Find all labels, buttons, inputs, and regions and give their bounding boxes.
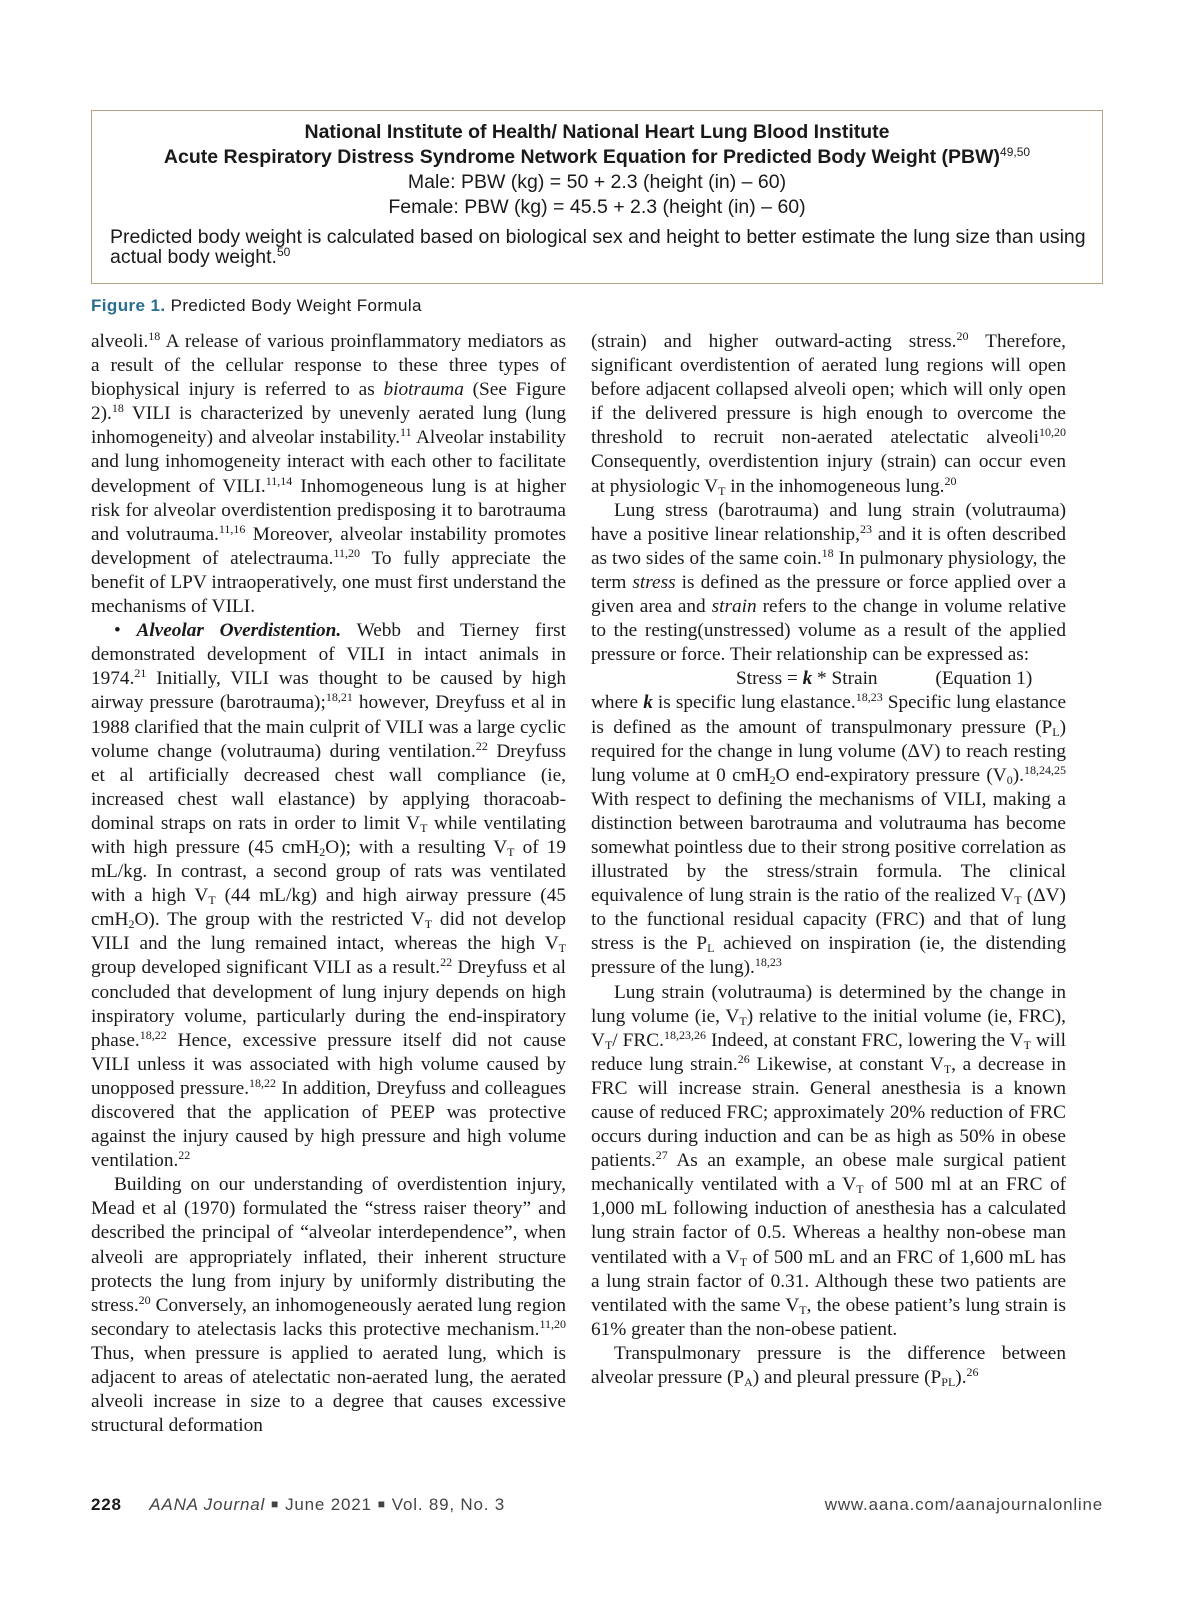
body-paragraph: • Alveolar Overdistention. Webb and Tierney first demonstrated development of VILI in intact animals in 1974.21 Initially, VILI was thought to be caused by high airway pressure (barotrauma);$^{18,21}$ however, Dreyfuss et al in 1988 clarified that the main culprit of VILI was a large cyclic volume change (volutrauma) during ventilation.$^{22}$ Dreyfuss et al artificially decreased chest wall compliance (ie, increased chest wall elastance) by applying thoracoabdominal straps on rats in order to limit $V_T$ while ventilating with high pressure (45 cmH$_2$O); with a resulting $V_T$ of 19 mL/kg. In contrast, a second group of rats was ventilated with a high $V_T$ (44 mL/kg) and high airway pressure (45 cmH$_2$O). The group with the restricted $V_T$ did not develop VILI and the lung remained intact, whereas the high $V_T$ group developed significant VILI as a result.$^{22}$ Dreyfuss et al concluded that development of lung injury depends on high inspiratory volume, particularly during the end-inspiratory phase.$^{18,22}$ Hence, excessive pressure itself did not cause VILI unless it was associated with high volume caused by unopposed pressure.$^{18,22}$ In addition, Dreyfuss and colleagues discovered that the application of PEEP was protective against the injury caused by high pressure and high volume ventilation.$^{22}$ [91,620,567,1172]
body-paragraph: (strain) and higher outward-acting stress.$^{20}$ Therefore, significant overdistention of aerated lung regions will open before adjacent collapsed alveoli open; which will only open if the delivered pressure is high enough to overcome the threshold to recruit non-aerated atelectatic alveoli$^{10,20}$ Consequently, overdistention injury (strain) can occur even at physiologic $V_T$ in the inhomogeneous lung.$^{20}$ [591,329,1066,498]
issue-volume: Vol. 89, No. 3 [391,1495,506,1514]
figure-caption-label: Figure 1. [91,296,166,315]
figure-caption [91,296,422,316]
figure-note-ref: 50 [276,245,291,259]
figure-note [110,227,1090,267]
body-paragraph: Lung strain (volutrauma) is determined by the change in lung volume (ie, $V_T$) relative to the initial volume (ie, FRC), $V_T/$ FRC.$^{18,23,26}$ Indeed, at constant FRC, lowering the $V_T$ will reduce lung strain.$^{26}$ Likewise, at constant $V_T$, a decrease in FRC will increase strain. General anesthesia is a known cause of reduced FRC; approximately 20% reduction of FRC occurs during induction and can be as high as 50% in obese patients.$^{27}$ As an example, an obese male surgical patient mechanically ventilated with a $V_T$ of 500 ml at an FRC of 1,000 mL following induction of anesthesia has a calculated lung strain factor of 0.5. Whereas a healthy non-obese man ventilated with a $V_T$ of 500 mL and an FRC of 1,600 mL has a lung strain factor of 0.31. Although these two patients are ventilated with the same $V_T$, the obese patient’s lung strain is 61% greater than the non-obese patient. [591,981,1067,1340]
separator-square-icon: ■ [271,1497,280,1511]
page-footer [91,1495,1103,1519]
figure-box [91,110,1103,284]
equation-1: Stress = k * Strain (Equation 1) [736,668,1033,690]
male-formula: Male: PBW (kg) = 50 + 2.3 (height (in) – 60) [407,171,787,193]
figure-title-line2 [92,145,1102,169]
separator-square-icon: ■ [377,1497,386,1511]
female-formula: Female: PBW (kg) = 45.5 + 2.3 (height (in) – 60) [388,196,806,218]
issue-date: June 2021 [285,1495,372,1514]
figure-note-text: Predicted body weight is calculated based on biological sex and height to better estimate the lung size than using actual body weight. [110,226,1086,268]
journal-name: AANA Journal [149,1495,266,1514]
body-paragraph: Lung stress (barotrauma) and lung strain (volutrauma) have a positive linear relationship,$^{23}$ and it is often described as two sides of the same coin.$^{18}$ In pulmonary physiology, the term stress is defined as the pressure or force applied over a given area and strain refers to the change in volume relative to the resting(unstressed) volume as a result of the applied pressure or force. Their relationship can be expressed as: [591,499,1066,666]
page-number: 228 [91,1495,122,1514]
figure-title-refs: 49,50 [1000,145,1031,159]
body-paragraph: alveoli.$^{18}$ A release of various proinflammatory mediators as a result of the cellular response to these three types of biophysical injury is referred to as biotrauma (See Figure 2).$^{18}$ VILI is characterized by unevenly aerated lung (lung inhomogeneity) and alveolar instability.$^{11}$ Alveolar instability and lung inhomogeneity interact with each other to facilitate development of VILI.$^{11,14}$ Inhomogeneous lung is at higher risk for alveolar overdistention predisposing it to barotrauma and volutrauma.$^{11,16}$ Moreover, alveolar instability promotes development of atelectrauma.$^{11,20}$ To fully appreciate the benefit of LPV intraoperatively, one must first understand the mechanisms of VILI. [91,329,566,618]
figure-title-text: Acute Respiratory Distress Syndrome Network Equation for Predicted Body Weight (PBW) [163,146,1001,168]
figure-caption-text: Predicted Body Weight Formula [170,296,422,315]
left-column [91,330,566,1438]
right-column [591,330,1066,1390]
figure-title-line1: National Institute of Health/ National Heart Lung Blood Institute [304,121,890,143]
body-paragraph: Transpulmonary pressure is the difference between alveolar pressure $(P_A)$ and pleural pressure $(P_{PL}).^{26}$ [591,1342,1066,1390]
body-paragraph: Building on our understanding of overdistention injury, Mead et al (1970) formulated the “stress raiser theory” and described the principal of “alveolar interdependence”, when alveoli are appropriately inflated, their inherent structure protects the lung from injury by uniformly distributing the stress.$^{20}$ Conversely, an inhomogeneously aerated lung region secondary to atelectasis lacks this protective mechanism.$^{11,20}$ Thus, when pressure is applied to aerated lung, which is adjacent to areas of atelectatic non-aerated lung, the aerated alveoli increase in size to a degree that causes excessive structural deformation [91,1174,566,1437]
journal-url[interactable]: www.aana.com/aanajournalonline [824,1495,1103,1514]
body-paragraph: where k is specific lung elastance.$^{18,23}$ Specific lung elastance is defined as the amount of transpulmonary pressure $(P_L)$ required for the change in lung volume (ΔV) to reach resting lung volume at 0 cmH$_2$O end-expiratory pressure $(V_0).^{18,24,25}$ With respect to defining the mechanisms of VILI, making a distinction between barotrauma and volutrauma has become somewhat pointless due to their strong positive correlation as illustrated by the stress/strain formula. The clinical equivalence of lung strain is the ratio of the realized $V_T$ (ΔV) to the functional residual capacity (FRC) and that of lung stress is the $P_L$ achieved on inspiration (ie, the distending pressure of the lung).$^{18,23}$ [591,690,1067,979]
